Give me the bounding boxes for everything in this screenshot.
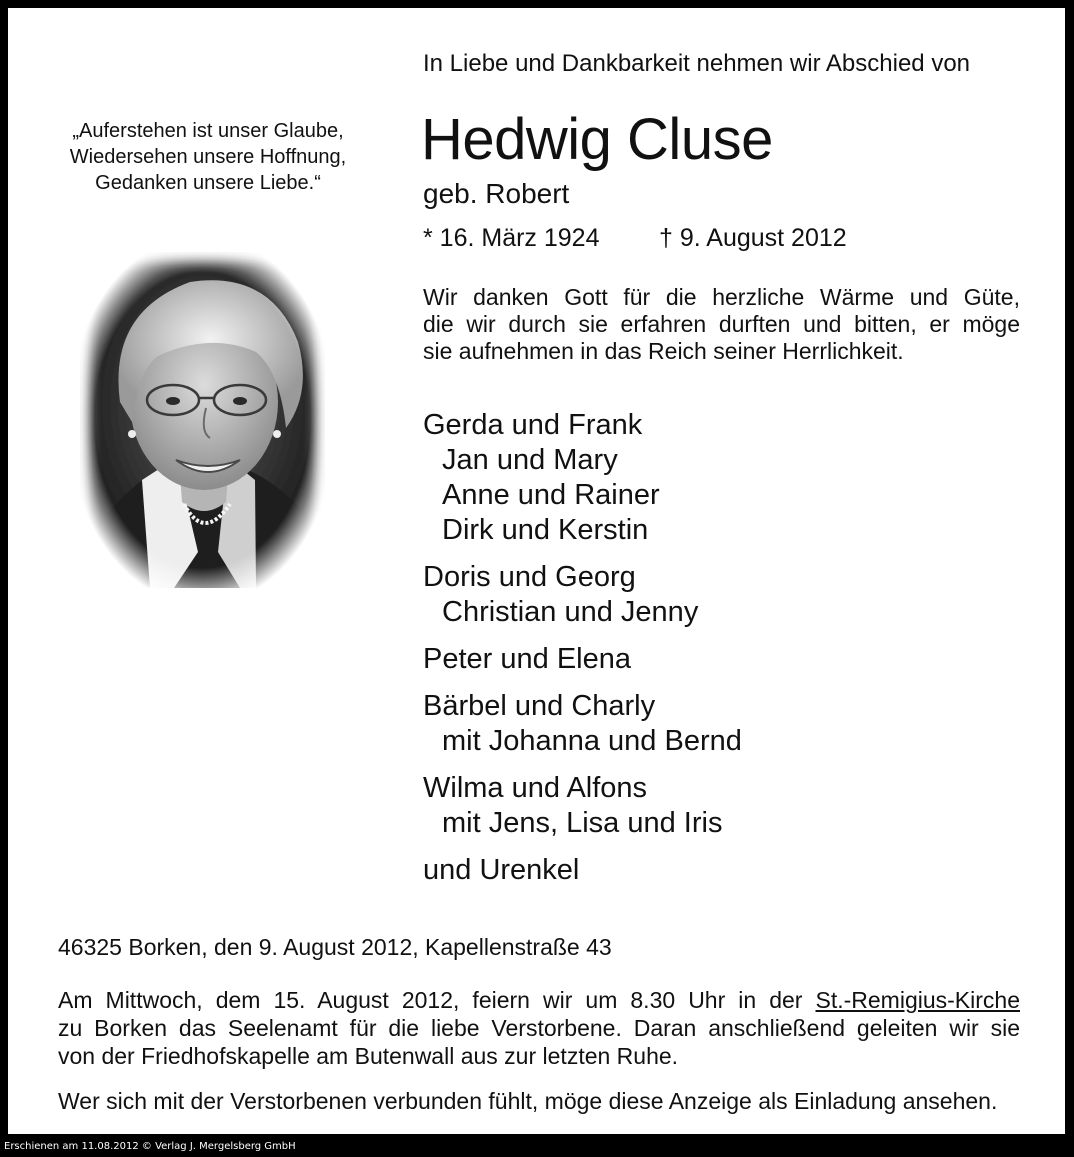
thanks-line: sie aufnehmen in das Reich seiner Herrlichkeit.: [423, 338, 904, 364]
family-group: [423, 642, 742, 677]
family-member: mit Jens, Lisa und Iris: [442, 807, 723, 839]
family-group: [423, 689, 742, 759]
family-group: [423, 408, 742, 548]
funeral-line: zu Borken das Seelenamt für die liebe Verstorbene. Daran anschließend geleiten wir sie: [58, 1015, 1020, 1041]
thanks-line: die wir durch sie erfahren durften und bitten, er möge: [423, 311, 1020, 337]
family-head: Doris und Georg: [423, 561, 636, 593]
family-member: mit Johanna und Bernd: [442, 725, 742, 757]
portrait-image: [80, 252, 325, 588]
funeral-line: [58, 986, 1020, 1014]
thanks-line: Wir danken Gott für die herzliche Wärme und Güte,: [423, 284, 1020, 310]
family-head: Bärbel und Charly: [423, 690, 656, 722]
portrait-photo: [80, 252, 325, 588]
birth-date: * 16. März 1924: [423, 224, 600, 252]
family-head: und Urenkel: [423, 854, 580, 886]
memorial-quote: [28, 118, 388, 196]
quote-line: Wiedersehen unsere Hoffnung,: [69, 146, 347, 168]
family-group: [423, 560, 742, 630]
maiden-name: geb. Robert: [423, 178, 570, 209]
death-date: † 9. August 2012: [659, 224, 847, 252]
family-member: Dirk und Kerstin: [442, 514, 649, 546]
life-dates: [423, 224, 847, 253]
thanks-paragraph: [423, 284, 1020, 365]
funeral-text: Am Mittwoch, dem 15. August 2012, feiern wir um 8.30 Uhr in der: [58, 987, 816, 1013]
quote-line: Gedanken unsere Liebe.“: [95, 172, 321, 194]
funeral-line: von der Friedhofskapelle am Butenwall aus zur letzten Ruhe.: [58, 1043, 679, 1069]
address-line: 46325 Borken, den 9. August 2012, Kapellenstraße 43: [58, 934, 612, 960]
family-head: Gerda und Frank: [423, 409, 643, 441]
family-head: Wilma und Alfons: [423, 772, 648, 804]
family-member: Christian und Jenny: [442, 596, 699, 628]
obituary-notice: [8, 8, 1065, 1134]
family-head: Peter und Elena: [423, 643, 631, 675]
family-group: [423, 771, 742, 841]
deceased-name: Hedwig Cluse: [421, 107, 773, 172]
family-member: Anne und Rainer: [442, 479, 660, 511]
funeral-paragraph: [58, 986, 1020, 1070]
intro-line: In Liebe und Dankbarkeit nehmen wir Abschied von: [423, 50, 971, 77]
publication-credit: Erschienen am 11.08.2012 © Verlag J. Mergelsberg GmbH: [4, 1141, 296, 1152]
invitation-line: Wer sich mit der Verstorbenen verbunden fühlt, möge diese Anzeige als Einladung ansehen.: [58, 1088, 998, 1114]
church-link[interactable]: St.-Remigius-Kirche: [815, 987, 1020, 1013]
family-group: [423, 853, 742, 888]
quote-line: „Auferstehen ist unser Glaube,: [72, 120, 344, 142]
family-list: [423, 408, 742, 900]
family-member: Jan und Mary: [442, 444, 618, 476]
